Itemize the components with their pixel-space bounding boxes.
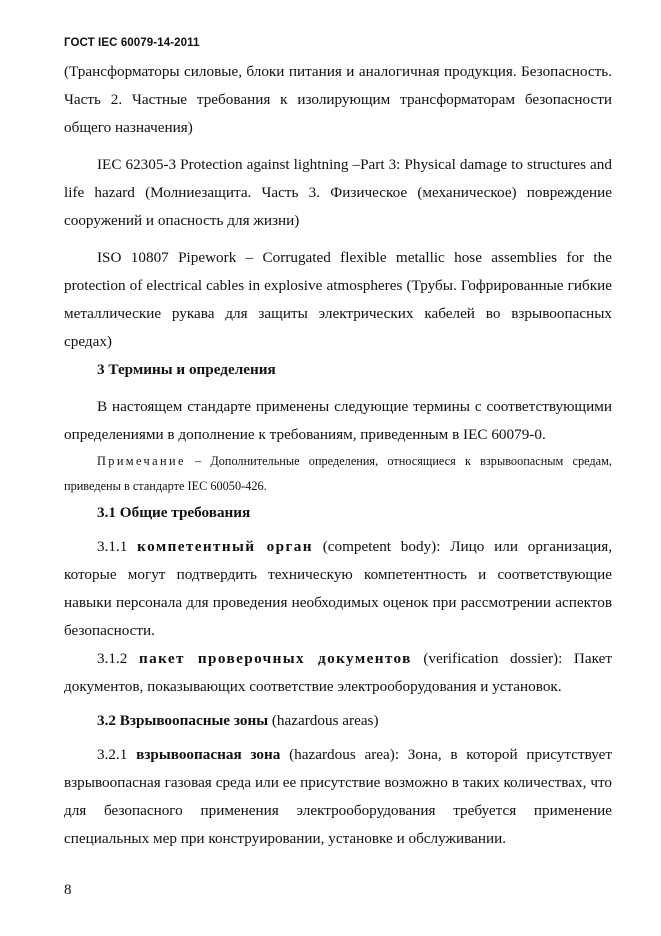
term-3-1-1 <box>64 533 612 645</box>
document-header: ГОСТ IEC 60079-14-2011 <box>64 37 200 49</box>
term-definition: (competent body): Лицо или организация, которые могут подтвердить техническую компетентность и соответствующие навыки персонала для проведения необходимых оценок при рассмотрении аспектов безопасности. <box>64 538 612 639</box>
page-body <box>64 58 612 853</box>
section-3-heading: 3 Термины и определения <box>97 361 276 378</box>
section-3-intro: В настоящем стандарте применены следующие термины с соответствующими определениями в дополнение к требованиям, приведенным в IEC 60079-0. <box>64 398 612 443</box>
section-3-2-heading <box>64 707 612 735</box>
term-definition: (verification dossier): Пакет документов, показывающих соответствие электрооборудования и установок. <box>64 650 612 695</box>
section-3-2-heading-title: 3.2 Взрывоопасные зоны <box>97 712 269 729</box>
term-number: 3.1.1 <box>97 538 138 555</box>
section-3-1-heading: 3.1 Общие требования <box>97 504 251 521</box>
reference-iec-62305-3: IEC 62305-3 Protection against lightning –Part 3: Physical damage to structures and life hazard (Молниезащита. Часть 3. Физическое (механическое) повреждение сооружений и опасность для жизни) <box>64 156 612 229</box>
term-definition: (hazardous area): Зона, в которой присутствует взрывоопасная газовая среда или ее присутствие возможно в таких количествах, что для безопасного применения электрооборудования требуется применение специальных мер при конструировании, установке и обслуживании. <box>64 746 613 847</box>
note-paragraph <box>64 449 612 499</box>
term-number: 3.1.2 <box>97 650 139 667</box>
term-3-1-2 <box>64 645 612 701</box>
section-3-2-heading-english: (hazardous areas) <box>268 712 379 729</box>
reference-continuation: (Трансформаторы силовые, блоки питания и аналогичная продукция. Безопасность. Часть 2. Частные требования к изолирующим трансформаторам безопасности общего назначения) <box>64 63 612 136</box>
term-title: пакет проверочных документов <box>138 650 412 667</box>
term-number: 3.2.1 <box>97 746 137 763</box>
term-title: компетентный орган <box>137 538 313 555</box>
note-label: Примечание <box>97 454 186 468</box>
note-text: – Дополнительные определения, относящиеся к взрывоопасным средам, приведены в стандарте IEC 60050-426. <box>64 454 612 493</box>
reference-iso-10807: ISO 10807 Pipework – Corrugated flexible metallic hose assemblies for the protection of electrical cables in explosive atmospheres (Трубы. Гофрированные гибкие металлические рукава для защиты электрических кабелей во взрывоопасных средах) <box>64 249 612 350</box>
term-3-2-1 <box>64 741 612 853</box>
page-number: 8 <box>64 882 72 898</box>
term-title: взрывоопасная зона <box>136 746 281 763</box>
